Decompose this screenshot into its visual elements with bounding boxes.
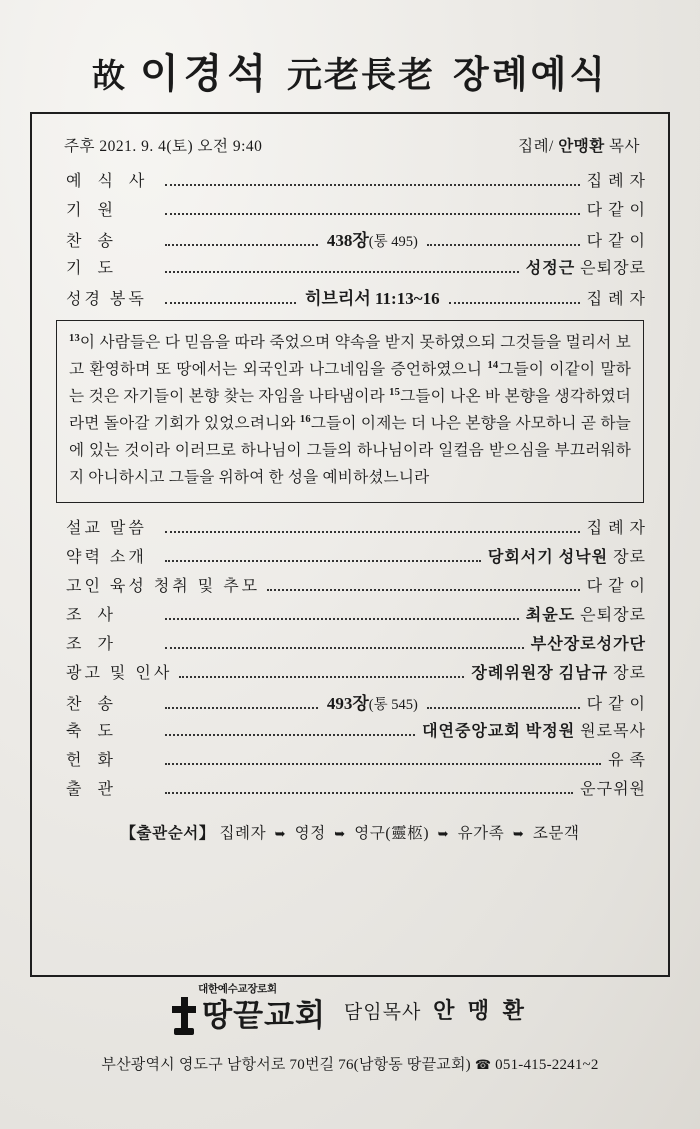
leader-dots bbox=[267, 588, 580, 591]
person-name: 당회서기 성낙원 bbox=[487, 548, 609, 566]
program-row bbox=[54, 660, 646, 689]
person-name: 대연중앙교회 박정원 bbox=[422, 722, 576, 740]
program-row bbox=[54, 226, 646, 255]
officiant-label: 집례/ bbox=[518, 138, 554, 155]
person-title: 원로목사 bbox=[580, 722, 646, 740]
hymn-number-old: (통 545) bbox=[368, 696, 418, 713]
officiant-title: 목사 bbox=[609, 138, 640, 155]
procession-step: 영정 bbox=[294, 824, 326, 842]
title-service-type: 장례예식 bbox=[452, 55, 608, 96]
program-row bbox=[54, 602, 646, 631]
leader-dots bbox=[165, 530, 580, 533]
hymn-number: 493장 bbox=[326, 693, 369, 713]
program-value bbox=[531, 631, 646, 654]
hymn-number-old: (통 495) bbox=[368, 234, 418, 250]
leader-dots bbox=[165, 762, 601, 765]
leader-dots bbox=[427, 243, 580, 246]
program-row bbox=[54, 284, 646, 313]
verse-text: 그들이 나온 바 본향을 생각하였더라면 돌아갈 기회가 있었으려니와 bbox=[69, 388, 631, 433]
program-value: 다 같 이 bbox=[586, 695, 647, 713]
verse-text: 이 사람들은 다 믿음을 따라 죽었으며 약속을 받지 못하였으되 그것들을 멀리서 보고 환영하며 또 땅에서는 외국인과 나그네임을 증언하였으니 bbox=[69, 334, 631, 379]
procession-step: 유가족 bbox=[457, 824, 505, 842]
person-name: 장례위원장 김남규 bbox=[471, 664, 609, 682]
program-value: 집 례 자 bbox=[586, 173, 646, 190]
arrow-icon: ➥ bbox=[274, 825, 287, 841]
page-title bbox=[0, 42, 700, 99]
leader-dots bbox=[165, 243, 318, 246]
denomination-label: 대한예수교장로회 bbox=[198, 984, 277, 995]
cross-icon bbox=[172, 997, 196, 1035]
program-label: 기 도 bbox=[66, 260, 119, 277]
procession-order-heading: 【출관순서】 bbox=[120, 824, 215, 842]
program-row bbox=[54, 197, 646, 226]
person-name: 최윤도 bbox=[525, 606, 576, 624]
church-name: 땅끝교회 bbox=[202, 998, 326, 1033]
phone-icon: ☎ bbox=[474, 1056, 492, 1072]
program-list-bottom bbox=[54, 515, 646, 805]
officiant-info bbox=[518, 134, 640, 156]
program-value: 집 례 자 bbox=[586, 291, 647, 308]
church-phone: 051-415-2241~2 bbox=[495, 1056, 599, 1073]
program-label: 설교 말씀 bbox=[66, 519, 147, 537]
program-label: 출 관 bbox=[66, 780, 119, 798]
program-label: 광고 및 인사 bbox=[66, 664, 173, 682]
program-list-top bbox=[54, 168, 646, 313]
leader-dots bbox=[165, 301, 296, 304]
program-row bbox=[54, 255, 646, 284]
verse-text: 그들이 이같이 말하는 것은 자기들이 본향 찾는 자임을 나타냄이라 bbox=[69, 361, 631, 406]
procession-order-note bbox=[54, 821, 646, 843]
program-value bbox=[488, 544, 646, 567]
title-deceased-prefix: 故 bbox=[92, 59, 127, 95]
person-title: 장로 bbox=[613, 664, 646, 682]
leader-dots bbox=[449, 301, 580, 304]
procession-step: 조문객 bbox=[532, 824, 580, 842]
leader-dots bbox=[165, 559, 481, 562]
procession-step: 집례자 bbox=[219, 824, 267, 842]
program-value: 유 족 bbox=[608, 751, 646, 769]
program-middle bbox=[325, 689, 420, 714]
church-logo bbox=[172, 985, 326, 1035]
program-row bbox=[54, 718, 646, 747]
church-identity bbox=[0, 985, 700, 1035]
program-value bbox=[471, 660, 646, 683]
program-label: 성경 봉독 bbox=[66, 291, 147, 308]
program-row bbox=[54, 776, 646, 805]
program-value: 다 같 이 bbox=[586, 577, 646, 595]
leader-dots bbox=[179, 675, 464, 678]
leader-dots bbox=[165, 791, 573, 794]
leader-dots bbox=[165, 183, 580, 186]
verse-number: 14 bbox=[487, 360, 499, 371]
hymn-number: 438장 bbox=[326, 231, 369, 250]
person-name: 성정근 bbox=[525, 260, 576, 277]
program-middle bbox=[325, 226, 420, 251]
program-label: 헌 화 bbox=[66, 751, 119, 769]
program-label: 약력 소개 bbox=[66, 548, 147, 566]
scripture-passage bbox=[56, 320, 644, 503]
program-label: 찬 송 bbox=[66, 695, 119, 713]
program-label: 축 도 bbox=[66, 722, 119, 740]
leader-dots bbox=[165, 270, 519, 273]
person-title: 장로 bbox=[613, 548, 646, 566]
footer bbox=[0, 985, 700, 1074]
arrow-icon: ➥ bbox=[512, 825, 525, 841]
arrow-icon: ➥ bbox=[334, 825, 346, 841]
verse-number: 15 bbox=[389, 387, 401, 398]
verse-number: 13 bbox=[69, 333, 80, 344]
program-row bbox=[54, 544, 646, 573]
title-church-rank: 元老長老 bbox=[286, 56, 435, 95]
program-value: 집 례 자 bbox=[586, 519, 646, 537]
program-label: 찬 송 bbox=[66, 233, 119, 250]
program-label: 기 원 bbox=[66, 202, 119, 219]
program-value bbox=[526, 602, 646, 625]
leader-dots bbox=[427, 706, 580, 709]
program-row bbox=[54, 747, 646, 776]
verse-number: 16 bbox=[299, 414, 311, 425]
leader-dots bbox=[165, 617, 519, 620]
pastor-label: 담임목사 bbox=[343, 1002, 422, 1024]
procession-step: 영구(靈柩) bbox=[354, 824, 430, 842]
choir-name: 부산장로성가단 bbox=[530, 635, 646, 653]
program-label: 조 가 bbox=[66, 635, 119, 653]
program-row bbox=[54, 573, 646, 602]
arrow-icon: ➥ bbox=[437, 825, 450, 841]
person-title: 은퇴장로 bbox=[580, 606, 646, 624]
program-meta bbox=[54, 132, 646, 156]
service-datetime: 주후 2021. 9. 4(토) 오전 9:40 bbox=[64, 138, 263, 155]
program-value: 운구위원 bbox=[580, 780, 646, 798]
officiant-name: 안맹환 bbox=[558, 138, 605, 155]
program-row bbox=[54, 168, 646, 197]
program-row bbox=[54, 631, 646, 660]
church-address: 부산광역시 영도구 남항서로 70번길 76(남항동 땅끝교회) bbox=[101, 1056, 471, 1073]
title-deceased-name: 이경석 bbox=[140, 51, 271, 96]
pastor-name: 안 맹 환 bbox=[433, 998, 528, 1024]
leader-dots bbox=[165, 646, 524, 649]
church-address-line bbox=[0, 1053, 700, 1074]
program-label: 조 사 bbox=[66, 606, 119, 624]
senior-pastor bbox=[344, 994, 528, 1025]
leader-dots bbox=[165, 212, 580, 215]
leader-dots bbox=[165, 706, 318, 709]
scripture-reference: 히브리서 11:13~16 bbox=[305, 289, 440, 308]
person-title: 은퇴장로 bbox=[580, 260, 646, 277]
program-value bbox=[422, 718, 646, 741]
program-label: 고인 육성 청취 및 추모 bbox=[66, 577, 261, 595]
leader-dots bbox=[165, 733, 415, 736]
program-value: 다 같 이 bbox=[586, 233, 647, 250]
program-value bbox=[526, 255, 646, 278]
program-frame bbox=[30, 112, 670, 977]
program-label: 예 식 사 bbox=[66, 173, 151, 190]
program-row bbox=[54, 689, 646, 718]
program-row bbox=[54, 515, 646, 544]
verse-text: 그들이 이제는 더 나은 본향을 사모하니 곧 하늘에 있는 것이라 이러므로 하나님이 그들의 하나님이라 일컬음 받으심을 부끄러워하지 아니하시고 그들을 위하여 한 성을 예비하셨느니라 bbox=[69, 415, 631, 486]
program-value: 다 같 이 bbox=[586, 202, 646, 219]
